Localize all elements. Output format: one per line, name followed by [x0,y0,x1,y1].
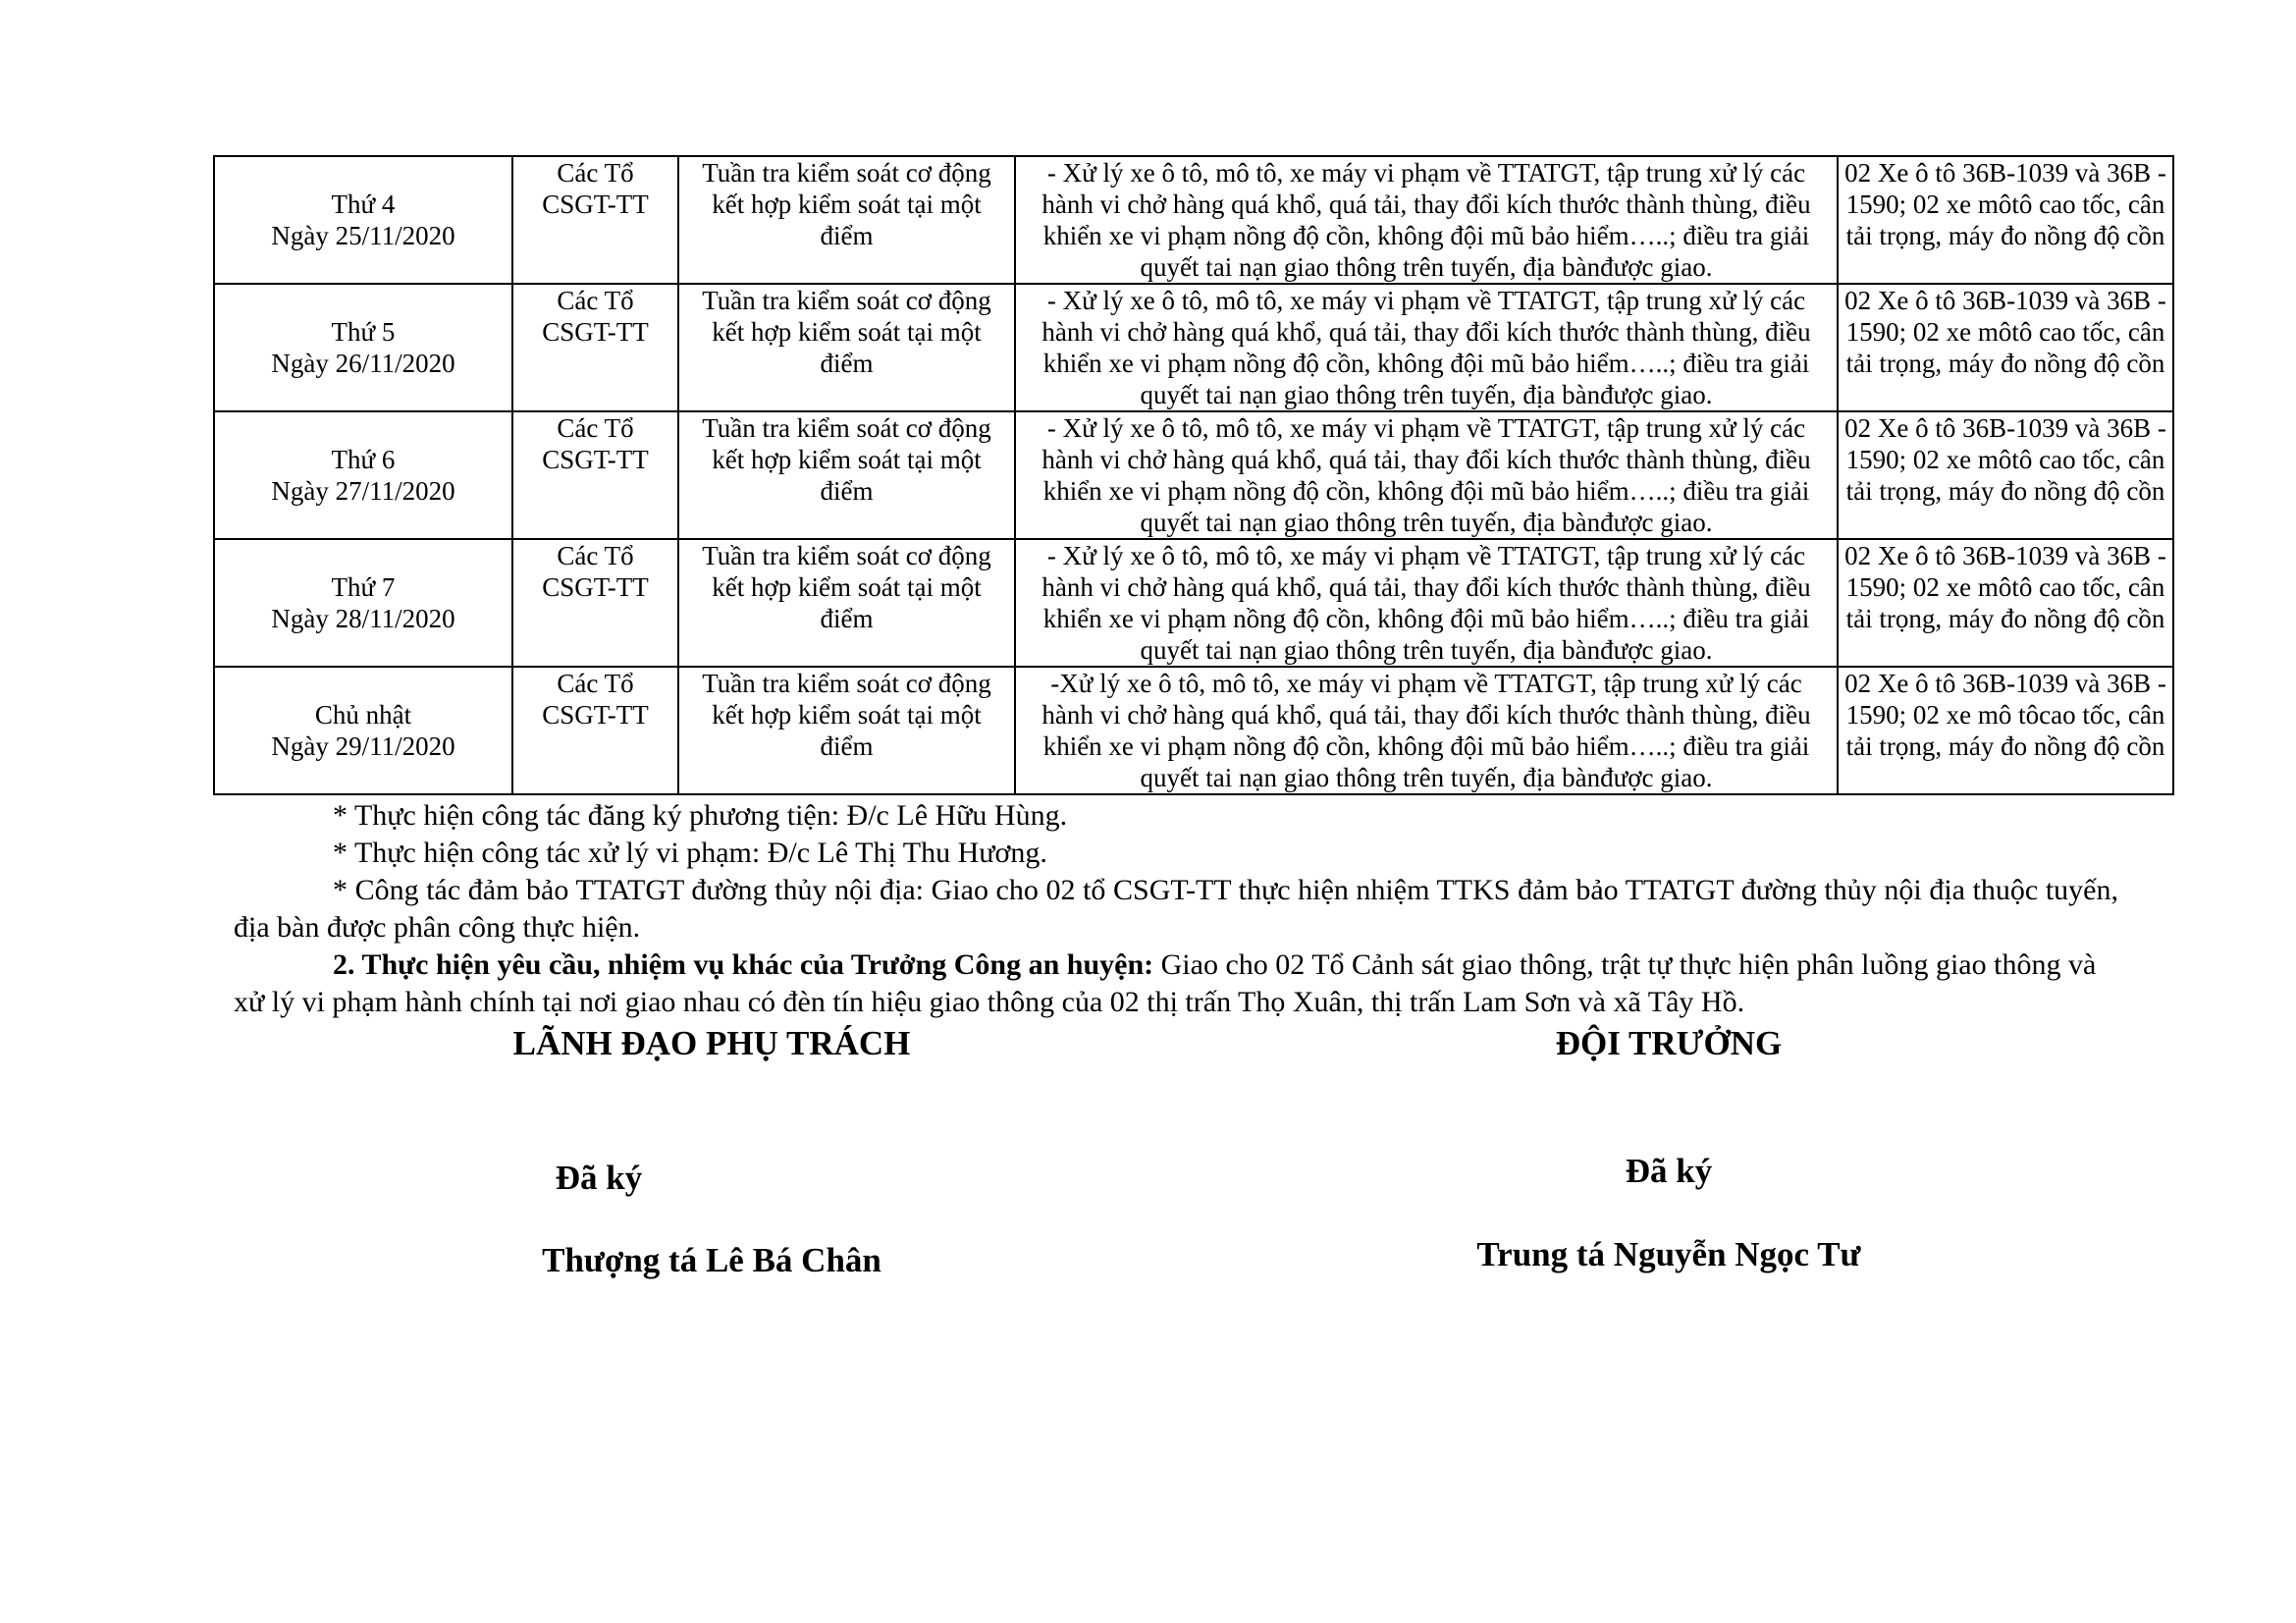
unit-cell: Các Tổ CSGT-TT [512,411,678,539]
unit-cell: Các Tổ CSGT-TT [512,156,678,284]
content-cell: - Xử lý xe ô tô, mô tô, xe máy vi phạm về TTATGT, tập trung xử lý các hành vi chở hàng quá khổ, quá tải, thay đổi kích thước thành thùng, điều khiển xe vi phạm nồng độ cồn, không đội mũ bảo hiểm…..; điều tra giải quyết tai nạn giao thông trên tuyến, địa bànđược giao. [1015,284,1838,411]
form-cell: Tuần tra kiểm soát cơ động kết hợp kiểm soát tại một điểm [678,411,1015,539]
day-cell [214,411,512,539]
unit-cell: Các Tổ CSGT-TT [512,667,678,794]
table-row [214,156,2173,284]
right-signed-mark: Đã ký [1625,1152,1713,1190]
section-2-heading: 2. Thực hiện yêu cầu, nhiệm vụ khác của Trưởng Công an huyện: [333,948,1154,981]
day-label: Thứ 4 [331,189,396,219]
equipment-cell: 02 Xe ô tô 36B-1039 và 36B - 1590; 02 xe môtô cao tốc, cân tải trọng, máy đo nồng độ cồn [1838,156,2173,284]
left-signatory-name: Thượng tá Lê Bá Chân [542,1241,881,1279]
form-cell: Tuần tra kiểm soát cơ động kết hợp kiểm soát tại một điểm [678,667,1015,794]
unit-cell: Các Tổ CSGT-TT [512,539,678,667]
table-row [214,667,2173,794]
section-2-paragraph [234,947,2118,1021]
equipment-cell: 02 Xe ô tô 36B-1039 và 36B - 1590; 02 xe mô tôcao tốc, cân tải trọng, máy đo nồng độ cồn [1838,667,2173,794]
left-signatory-title: LÃNH ĐẠO PHỤ TRÁCH [512,1024,911,1062]
note-violations: * Thực hiện công tác xử lý vi phạm: Đ/c Lê Thị Thu Hương. [333,837,1047,869]
equipment-cell: 02 Xe ô tô 36B-1039 và 36B - 1590; 02 xe môtô cao tốc, cân tải trọng, máy đo nồng độ cồn [1838,411,2173,539]
right-signatory-name: Trung tá Nguyễn Ngọc Tư [1476,1235,1861,1273]
right-signatory-title: ĐỘI TRƯỞNG [1555,1024,1783,1062]
table-row [214,411,2173,539]
unit-cell: Các Tổ CSGT-TT [512,284,678,411]
note-registration: * Thực hiện công tác đăng ký phương tiện: Đ/c Lê Hữu Hùng. [333,799,1068,832]
content-cell: - Xử lý xe ô tô, mô tô, xe máy vi phạm về TTATGT, tập trung xử lý các hành vi chở hàng quá khổ, quá tải, thay đổi kích thước thành thùng, điều khiển xe vi phạm nồng độ cồn, không đội mũ bảo hiểm…..; điều tra giải quyết tai nạn giao thông trên tuyến, địa bànđược giao. [1015,156,1838,284]
form-cell: Tuần tra kiểm soát cơ động kết hợp kiểm soát tại một điểm [678,284,1015,411]
date-label: Ngày 26/11/2020 [271,349,455,378]
content-cell: -Xử lý xe ô tô, mô tô, xe máy vi phạm về TTATGT, tập trung xử lý các hành vi chở hàng quá khổ, quá tải, thay đổi kích thước thành thùng, điều khiển xe vi phạm nồng độ cồn, không đội mũ bảo hiểm…..; điều tra giải quyết tai nạn giao thông trên tuyến, địa bànđược giao. [1015,667,1838,794]
content-cell: - Xử lý xe ô tô, mô tô, xe máy vi phạm về TTATGT, tập trung xử lý các hành vi chở hàng quá khổ, quá tải, thay đổi kích thước thành thùng, điều khiển xe vi phạm nồng độ cồn, không đội mũ bảo hiểm…..; điều tra giải quyết tai nạn giao thông trên tuyến, địa bànđược giao. [1015,411,1838,539]
form-cell: Tuần tra kiểm soát cơ động kết hợp kiểm soát tại một điểm [678,539,1015,667]
note-waterway: * Công tác đảm bảo TTATGT đường thủy nội địa: Giao cho 02 tổ CSGT-TT thực hiện nhiệm TTKS đảm bảo TTATGT đường thủy nội địa thuộc tuyến, địa bàn được phân công thực hiện. [234,874,2118,944]
left-signed-mark: Đã ký [555,1159,643,1197]
schedule-table [213,155,2174,795]
equipment-cell: 02 Xe ô tô 36B-1039 và 36B - 1590; 02 xe môtô cao tốc, cân tải trọng, máy đo nồng độ cồn [1838,284,2173,411]
day-label: Thứ 6 [331,445,396,474]
section-2-body: Giao cho 02 Tổ Cảnh sát giao thông, trật tự thực hiện phân luồng giao thông và xử lý vi phạm hành chính tại nơi giao nhau có đèn tín hiệu giao thông của 02 thị trấn Thọ Xuân, thị trấn Lam Sơn và xã Tây Hồ. [234,948,2097,1018]
notes-section [234,797,2118,1021]
day-label: Thứ 7 [331,572,396,602]
table-row [214,539,2173,667]
day-label: Thứ 5 [331,317,396,347]
equipment-cell: 02 Xe ô tô 36B-1039 và 36B - 1590; 02 xe môtô cao tốc, cân tải trọng, máy đo nồng độ cồn [1838,539,2173,667]
date-label: Ngày 28/11/2020 [271,604,455,633]
day-cell [214,539,512,667]
date-label: Ngày 29/11/2020 [271,731,455,761]
content-cell: - Xử lý xe ô tô, mô tô, xe máy vi phạm về TTATGT, tập trung xử lý các hành vi chở hàng quá khổ, quá tải, thay đổi kích thước thành thùng, điều khiển xe vi phạm nồng độ cồn, không đội mũ bảo hiểm…..; điều tra giải quyết tai nạn giao thông trên tuyến, địa bànđược giao. [1015,539,1838,667]
day-cell [214,156,512,284]
date-label: Ngày 25/11/2020 [271,221,455,250]
day-cell [214,667,512,794]
day-cell [214,284,512,411]
date-label: Ngày 27/11/2020 [271,476,455,506]
day-label: Chủ nhật [314,700,412,730]
form-cell: Tuần tra kiểm soát cơ động kết hợp kiểm soát tại một điểm [678,156,1015,284]
table-row [214,284,2173,411]
